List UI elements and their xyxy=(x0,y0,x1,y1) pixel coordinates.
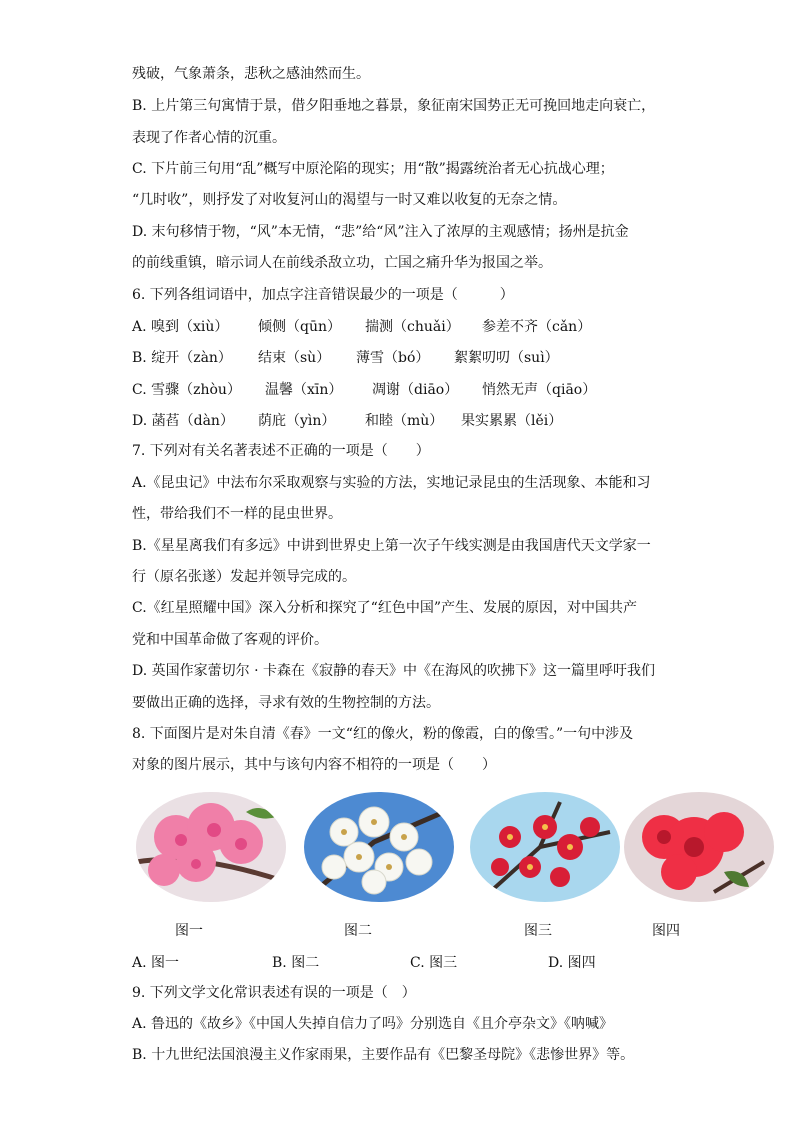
q6-option-cell: 参差不齐（cǎn） xyxy=(482,319,592,335)
picture-caption: 图四 xyxy=(652,923,680,939)
text-line: 行（原名张遂）发起并领导完成的。 xyxy=(132,569,356,585)
q6-option-cell: B. 绽开（zàn） xyxy=(132,350,232,366)
q6-option-cell: 倾侧（qūn） xyxy=(258,319,341,335)
q6-option-cell: 荫庇（yìn） xyxy=(258,413,336,429)
text-line: 对象的图片展示，其中与该句内容不相符的一项是（ ） xyxy=(132,757,496,773)
q6-option-cell: 和睦（mù） xyxy=(365,413,444,429)
question-7-stem: 7. 下列对有关名著表述不正确的一项是（ ） xyxy=(132,443,430,459)
text-line: D. 英国作家蕾切尔 · 卡森在《寂静的春天》中《在海风的吹拂下》这一篇里呼吁我们 xyxy=(132,663,655,679)
pink-peach-blossom-image xyxy=(136,792,286,902)
text-line: A.《昆虫记》中法布尔采取观察与实验的方法，实地记录昆虫的生活现象、本能和习 xyxy=(132,475,651,491)
q6-option-cell: 温馨（xīn） xyxy=(265,382,343,398)
text-line: D. 末句移情于物，“风”本无情，“悲”给“风”注入了浓厚的主观感情；扬州是抗金 xyxy=(132,224,629,240)
q6-option-cell: A. 嗅到（xiù） xyxy=(132,319,229,335)
text-line: C.《红星照耀中国》深入分析和探究了“红色中国”产生、发展的原因，对中国共产 xyxy=(132,600,637,616)
picture-caption: 图三 xyxy=(524,923,552,939)
text-line: “几时收”，则抒发了对收复河山的渴望与一时又难以收复的无奈之情。 xyxy=(132,192,567,208)
text-line: 的前线重镇，暗示词人在前线杀敌立功，亡国之痛升华为报国之举。 xyxy=(132,255,552,271)
text-line: B.《星星离我们有多远》中讲到世界史上第一次子午线实测是由我国唐代天文学家一 xyxy=(132,538,651,554)
q6-option-cell: 结束（sù） xyxy=(258,350,331,366)
text-line: B. 十九世纪法国浪漫主义作家雨果，主要作品有《巴黎圣母院》《悲惨世界》等。 xyxy=(132,1047,635,1063)
question-8-stem: 8. 下面图片是对朱自清《春》一文“红的像火，粉的像霞，白的像雪。”一句中涉及 xyxy=(132,726,634,742)
q6-option-cell: C. 雪骤（zhòu） xyxy=(132,382,241,398)
text-line: 要做出正确的选择，寻求有效的生物控制的方法。 xyxy=(132,695,440,711)
q8-option: A. 图一 xyxy=(132,955,180,971)
q8-option: B. 图二 xyxy=(272,955,320,971)
red-plum-blossom-image xyxy=(470,792,620,902)
q6-option-cell: 凋谢（diāo） xyxy=(372,382,459,398)
text-line: 性，带给我们不一样的昆虫世界。 xyxy=(132,506,342,522)
text-line: A. 鲁迅的《故乡》《中国人失掉自信力了吗》分别选自《且介亭杂文》《呐喊》 xyxy=(132,1016,614,1032)
q6-option-cell: 果实累累（lěi） xyxy=(461,413,563,429)
question-9-stem: 9. 下列文学文化常识表述有误的一项是（ ） xyxy=(132,985,416,1001)
q6-option-cell: 薄雪（bó） xyxy=(356,350,430,366)
text-line: 表现了作者心情的沉重。 xyxy=(132,130,286,146)
q8-option: C. 图三 xyxy=(410,955,458,971)
picture-caption: 图一 xyxy=(175,923,203,939)
q6-option-cell: D. 菡萏（dàn） xyxy=(132,413,234,429)
q6-option-cell: 悄然无声（qiāo） xyxy=(482,382,597,398)
q6-option-cell: 絮絮叨叨（suì） xyxy=(454,350,559,366)
text-line: C. 下片前三句用“乱”概写中原沦陷的现实；用“散”揭露统治者无心抗战心理； xyxy=(132,161,614,177)
text-line: 党和中国革命做了客观的评价。 xyxy=(132,632,328,648)
question-6-stem: 6. 下列各组词语中，加点字注音错误最少的一项是（ ） xyxy=(132,287,514,303)
flower-pictures xyxy=(132,788,782,908)
red-camellia-image xyxy=(624,792,774,902)
q6-option-cell: 揣测（chuǎi） xyxy=(365,319,460,335)
q8-option: D. 图四 xyxy=(548,955,596,971)
text-line: 残破，气象萧条，悲秋之感油然而生。 xyxy=(132,66,370,82)
text-line: B. 上片第三句寓情于景，借夕阳垂地之暮景，象征南宋国势正无可挽回地走向衰亡， xyxy=(132,98,656,114)
white-pear-blossom-image xyxy=(304,792,454,902)
picture-caption: 图二 xyxy=(344,923,372,939)
